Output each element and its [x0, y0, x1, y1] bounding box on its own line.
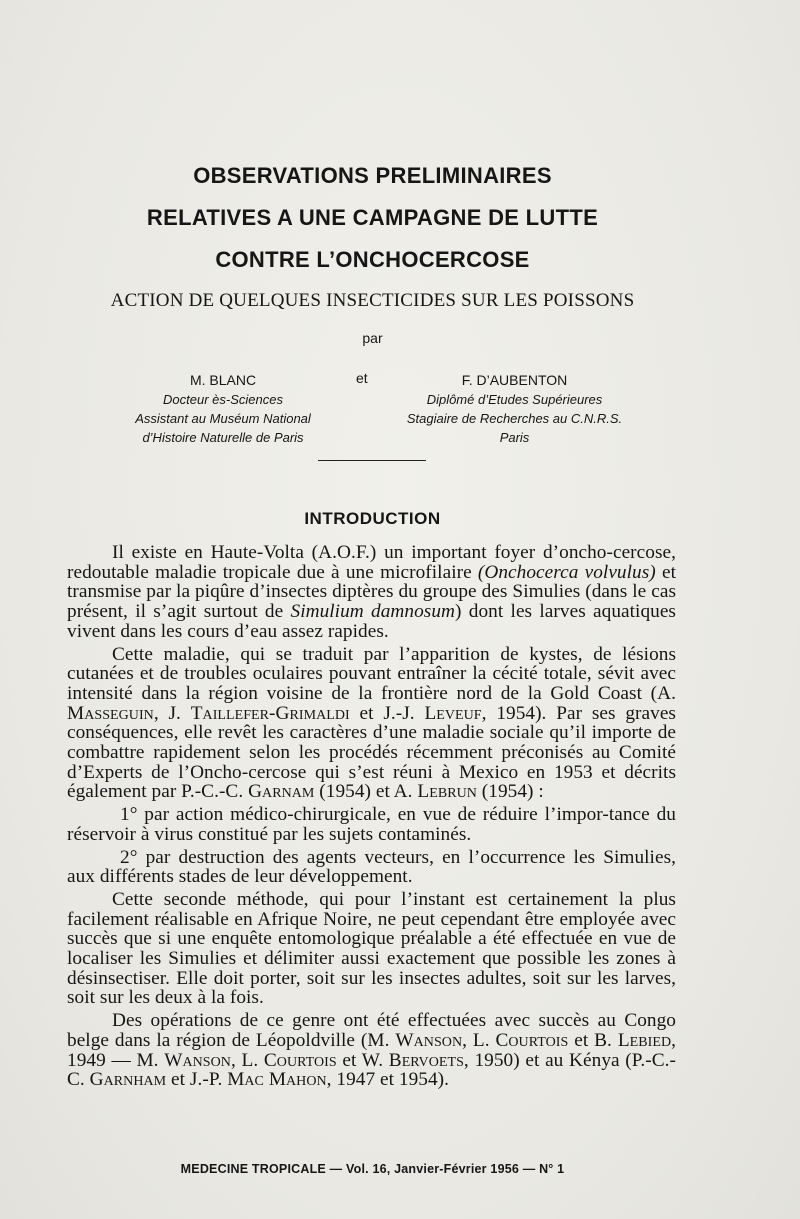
title-line-3: CONTRE L’ONCHOCERCOSE: [215, 247, 530, 272]
author-affiliation-line: Assistant au Muséum National: [135, 411, 311, 426]
author-conjunction: et: [356, 370, 368, 386]
cited-author: Courtois: [495, 1029, 569, 1051]
author-name: M. BLANC: [189, 372, 257, 388]
paragraph: Des opérations de ce genre ont été effectuées avec succès au Congo belge dans la région de Léopoldville (M. Wanson, L. Courtois et B. Lebied, 1949 — M. Wanson, L. Courtois et W. Bervoets, 1950) et au Kénya (P.-C.-C. Garnham et J.-P. Mac Mahon, 1947 et 1954).: [67, 1010, 676, 1091]
paragraph: Cette seconde méthode, qui pour l’instant est certainement la plus facilement réalisable en Afrique Noire, ne peut cependant être employée avec succès que si une enquête entomologique préalable a été effectuée en vue de localiser les Simulies et délimiter aussi exactement que possible les zones à désinsectiser. Elle doit porter, soit sur les insectes adultes, soit sur les larves, soit sur les deux à la fois.: [67, 888, 676, 1009]
author-affiliation-line: Stagiaire de Recherches au C.N.R.S.: [406, 411, 623, 426]
paragraph: Cette maladie, qui se traduit par l’apparition de kystes, de lésions cutanées et de troubles oculaires pouvant entraîner la cécité totale, sévit avec intensité dans la région voisine de la frontière nord de la Gold Coast (A. Masseguin, J. Taillefer-Grimaldi et J.-J. Leveuf, 1954). Par ses graves conséquences, elle revêt les caractères d’une maladie sociale qu’il importe de combattre rapidement selon les procédés récemment préconisés au Comité d’Experts de l’Oncho-cercose qui s’est réuni à Mexico en 1953 et décrits également par P.-C.-C. Garnam (1954) et A. Lebrun (1954) :: [67, 643, 676, 803]
by-label: par: [362, 330, 383, 346]
title-line-1: OBSERVATIONS PRELIMINAIRES: [193, 163, 552, 188]
cited-author: Masseguin: [67, 702, 154, 724]
list-item: 2° par destruction des agents vecteurs, en l’occurrence les Simulies, aux différents stades de leur développement.: [67, 846, 676, 888]
species-name: (Onchocerca volvulus): [477, 561, 656, 583]
cited-author: Bervoets: [388, 1049, 464, 1071]
author-block-2: [392, 370, 637, 447]
author-affiliation-line: Diplômé d’Etudes Supérieures: [426, 392, 603, 407]
article-body: [67, 543, 676, 1090]
cited-author: Wanson: [395, 1029, 463, 1051]
author-affiliation-line: Paris: [499, 430, 530, 445]
title-line-2: RELATIVES A UNE CAMPAGNE DE LUTTE: [146, 205, 599, 230]
paragraph: Il existe en Haute-Volta (A.O.F.) un important foyer d’oncho-cercose, redoutable maladie tropicale due à une microfilaire (Onchocerca volvulus) et transmise par la piqûre d’insectes diptères du groupe des Simulies (dans le cas présent, il s’agit surtout de Simulium damnosum) dont les larves aquatiques vivent dans les cours d’eau assez rapides.: [67, 542, 676, 642]
author-affiliation-line: Docteur ès-Sciences: [163, 392, 283, 407]
cited-author: Garnam: [248, 781, 315, 803]
cited-author: Lebrun: [417, 781, 477, 803]
cited-author: Lebied: [617, 1029, 672, 1051]
subtitle: ACTION DE QUELQUES INSECTICIDES SUR LES POISSONS: [110, 290, 635, 311]
list-item: 1° par action médico-chirurgicale, en vue de réduire l’impor-tance du réservoir à virus constitué par les sujets contaminés.: [67, 804, 676, 845]
author-affiliation-line: d’Histoire Naturelle de Paris: [142, 430, 304, 445]
cited-author: Wanson: [164, 1049, 231, 1071]
running-footer: MEDECINE TROPICALE — Vol. 16, Janvier-Février 1956 — N° 1: [180, 1162, 565, 1176]
author-block-1: [108, 370, 338, 447]
cited-author: Mac Mahon: [227, 1069, 327, 1091]
cited-author: Leveuf: [424, 702, 482, 724]
species-name: Simulium damnosum: [290, 601, 456, 623]
cited-author: Taillefer-Grimaldi: [190, 702, 350, 724]
cited-author: Garnham: [89, 1069, 167, 1091]
cited-author: Courtois: [263, 1049, 337, 1071]
separator-rule: [318, 460, 426, 461]
author-name: F. D’AUBENTON: [461, 372, 568, 388]
section-heading: INTRODUCTION: [304, 509, 441, 528]
